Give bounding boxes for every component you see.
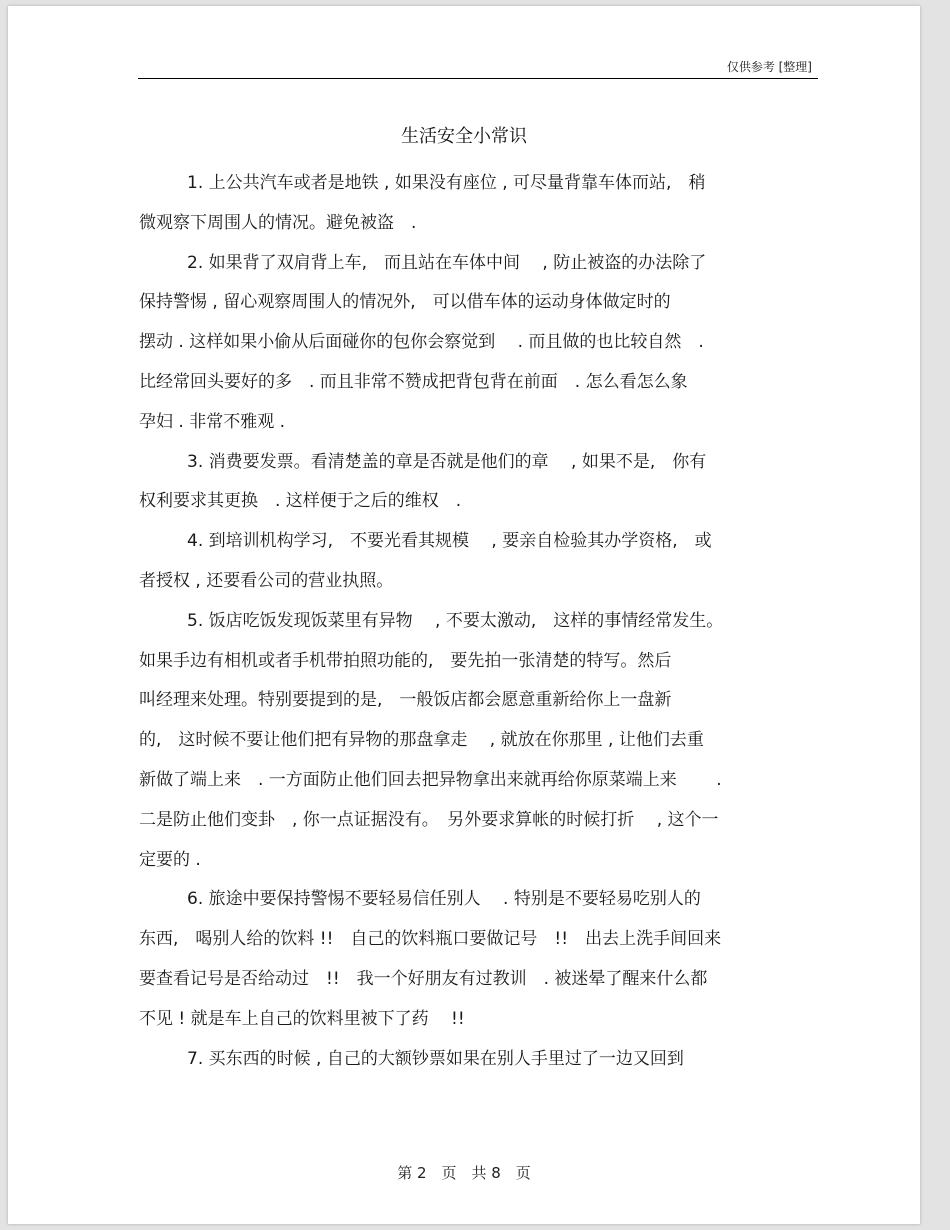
body-text-line: 保持警惕 , 留心观察周围人的情况外, 可以借车体的运动身体做定时的 <box>139 292 671 313</box>
body-text-line: 摆动 . 这样如果小偷从后面碰你的包你会察觉到 . 而且做的也比较自然 . <box>139 332 704 353</box>
body-text-line: 者授权 , 还要看公司的营业执照。 <box>139 570 394 591</box>
body-text-line: 孕妇 . 非常不雅观 . <box>139 411 286 432</box>
body-text-line: 要查看记号是否给动过 !! 我一个好朋友有过教训 . 被迷晕了醒来什么都 <box>139 968 708 989</box>
body-text-line: 二是防止他们变卦 , 你一点证据没有。 另外要求算帐的时候打折 , 这个一 <box>139 809 719 830</box>
body-text-line: 3. 消费要发票。看清楚盖的章是否就是他们的章 , 如果不是, 你有 <box>187 451 707 472</box>
document-body <box>139 164 815 1079</box>
body-text-line: 不见 ! 就是车上自己的饮料里被下了药 !! <box>139 1008 465 1029</box>
body-text-line: 权利要求其更换 . 这样便于之后的维权 . <box>139 491 462 512</box>
body-text-line: 东西, 喝别人给的饮料 !! 自己的饮料瓶口要做记号 !! 出去上洗手间回来 <box>139 929 722 950</box>
body-text-line: 5. 饭店吃饭发现饭菜里有异物 , 不要太激动, 这样的事情经常发生。 <box>187 610 724 631</box>
header-label: 仅供参考 [整理] <box>726 60 812 74</box>
body-text-line: 新做了端上来 . 一方面防止他们回去把异物拿出来就再给你原菜端上来 . <box>139 769 722 790</box>
body-text-line: 6. 旅途中要保持警惕不要轻易信任别人 . 特别是不要轻易吃别人的 <box>187 889 701 910</box>
body-text-line: 微观察下周围人的情况。避免被盗 . <box>139 212 417 233</box>
body-text-line: 如果手边有相机或者手机带拍照功能的, 要先拍一张清楚的特写。然后 <box>139 650 672 671</box>
body-text-line: 的, 这时候不要让他们把有异物的那盘拿走 , 就放在你那里 , 让他们去重 <box>139 730 704 751</box>
page-footer: 第 2 页 共 8 页 <box>397 1164 531 1182</box>
body-text-line: 7. 买东西的时候 , 自己的大额钞票如果在别人手里过了一边又回到 <box>187 1048 684 1069</box>
body-text-line: 叫经理来处理。特别要提到的是, 一般饭店都会愿意重新给你上一盘新 <box>139 690 672 711</box>
body-text-line: 比经常回头要好的多 . 而且非常不赞成把背包背在前面 . 怎么看怎么象 <box>139 371 688 392</box>
header-divider <box>138 78 818 79</box>
document-title: 生活安全小常识 <box>401 126 527 147</box>
document-page <box>8 6 920 1224</box>
body-text-line: 定要的 . <box>139 849 201 870</box>
body-text-line: 1. 上公共汽车或者是地铁 , 如果没有座位 , 可尽量背靠车体而站, 稍 <box>187 173 706 193</box>
body-text-line: 2. 如果背了双肩背上车, 而且站在车体中间 , 防止被盗的办法除了 <box>187 252 707 273</box>
body-text-line: 4. 到培训机构学习, 不要光看其规模 , 要亲自检验其办学资格, 或 <box>187 531 712 552</box>
